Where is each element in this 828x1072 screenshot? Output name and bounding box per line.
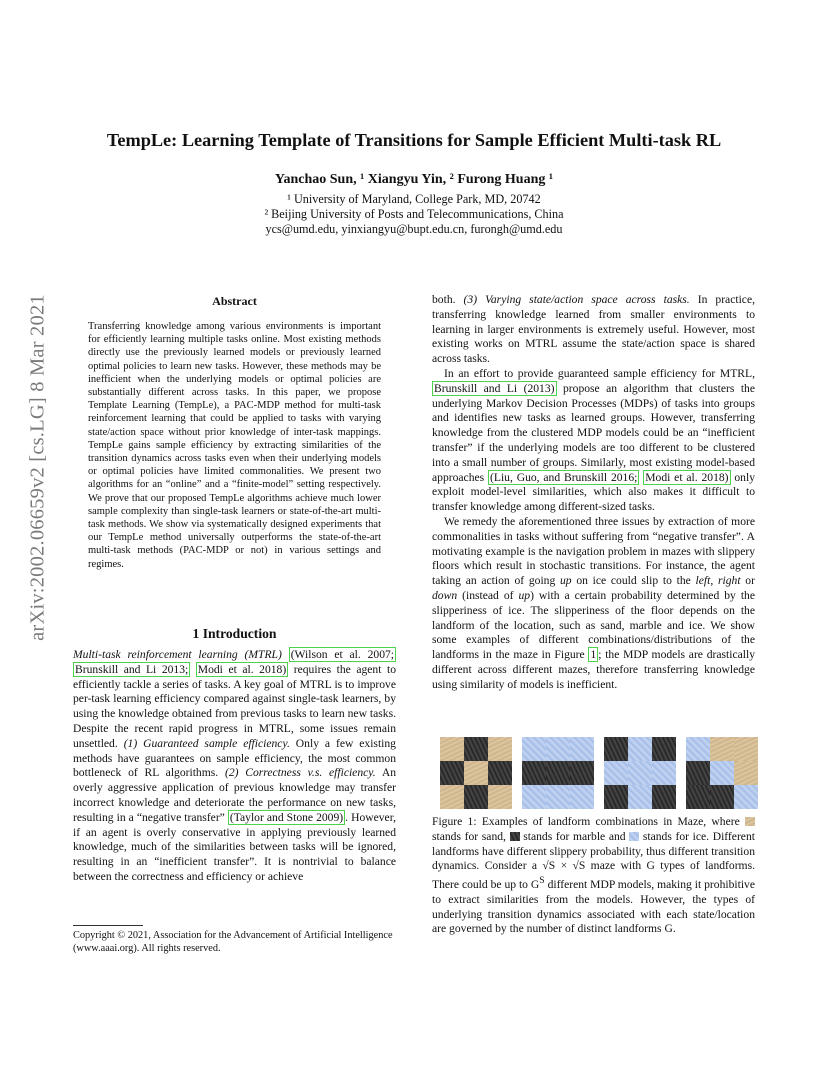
sand-cell bbox=[464, 761, 488, 785]
marble-cell bbox=[686, 785, 710, 809]
marble-cell bbox=[440, 761, 464, 785]
marble-cell bbox=[686, 761, 710, 785]
marble-cell bbox=[522, 761, 546, 785]
sand-cell bbox=[734, 761, 758, 785]
abstract-text: Transferring knowledge among various environments is important for efficiently learning multiple tasks online. Most existing methods directly use the previously learned models or previously learned optimal policies to learn new tasks. However, these methods may be inefficient when the underlying models or optimal policies are substantially different across tasks. In this paper, we propose Template Learning (TempLe), a PAC-MDP method for multi-task reinforcement learning that could be applied to tasks with varying state/action space without prior knowledge of inter-task mappings. TempLe gains sample efficiency by extracting similarities of the transition dynamics across tasks even when their underlying models or optimal policies have limited commonalities. We present two algorithms for an “online” and a “finite-model” setting respectively. We prove that our proposed TempLe algorithms achieve much lower sample complexity than single-task learners or state-of-the-art multi-task methods. We show via systematically designed experiments that our TempLe method universally outperforms the state-of-the-art multi-task methods (PAC-MDP or not) in various settings and regimes. bbox=[88, 321, 381, 570]
maze-tile-1 bbox=[440, 737, 512, 809]
citation-liu[interactable]: (Liu, Guo, and Brunskill 2016; bbox=[490, 470, 638, 484]
sand-cell bbox=[488, 737, 512, 761]
marble-cell bbox=[464, 737, 488, 761]
ice-swatch-icon bbox=[629, 832, 639, 841]
p3-text-a: We remedy the aforementioned three issues by extraction of more commonalities in tasks without suffering from “negative transfer”. A motivating example is the navigation problem in mazes with slippery floors which result in stochastic transitions. For instance, the agent taking an action of going bbox=[432, 514, 755, 588]
affiliation-2: ² Beijing University of Posts and Telecommunications, China bbox=[264, 207, 564, 221]
maze-tile-4 bbox=[686, 737, 758, 809]
caption-superscript: S bbox=[539, 875, 545, 887]
p3-text-e: (instead of bbox=[462, 588, 514, 602]
sand-cell bbox=[488, 785, 512, 809]
marble-cell bbox=[604, 785, 628, 809]
marble-cell bbox=[488, 761, 512, 785]
intro-heading: 1 Introduction bbox=[192, 626, 277, 641]
ice-cell bbox=[628, 761, 652, 785]
word-down: down bbox=[432, 588, 458, 602]
p3-text-g: ; the MDP models are drastically different across different mazes, therefore transferring knowledge using similarity of models is inefficient. bbox=[432, 648, 755, 691]
marble-cell bbox=[546, 761, 570, 785]
sand-cell bbox=[440, 785, 464, 809]
cont-text-b: In practice, transferring knowledge learned from smaller environments to learning in larger environments is extremely useful. However, most existing works on MTRL assume the state/action space is shared across tasks. bbox=[432, 293, 755, 366]
ice-cell bbox=[628, 785, 652, 809]
caption-text-a: Figure 1: Examples of landform combinations in Maze, where bbox=[432, 815, 740, 828]
ice-cell bbox=[734, 785, 758, 809]
p3-comma: , bbox=[710, 574, 714, 588]
citation-brunskill-2[interactable]: Brunskill and Li (2013) bbox=[434, 381, 555, 395]
mtrl-term: Multi-task reinforcement learning (MTRL) bbox=[73, 648, 282, 661]
p2-text-c: only exploit model-level similarities, which also makes it difficult to transfer knowledge among different-sized tasks. bbox=[432, 470, 755, 514]
marble-cell bbox=[464, 785, 488, 809]
arxiv-stamp: arXiv:2002.06659v2 [cs.LG] 8 Mar 2021 bbox=[26, 294, 49, 641]
word-left: left bbox=[695, 574, 711, 588]
marble-cell bbox=[604, 737, 628, 761]
figure-1-caption bbox=[432, 815, 755, 937]
ice-cell bbox=[628, 737, 652, 761]
citation-wilson[interactable]: (Wilson et al. 2007; bbox=[290, 648, 395, 661]
p2-text-a: In an effort to provide guaranteed sample efficiency for MTRL, bbox=[444, 366, 755, 380]
copyright-footnote: Copyright © 2021, Association for the Advancement of Artificial Intelligence (www.aaai.org). All rights reserved. bbox=[73, 930, 393, 954]
ice-cell bbox=[522, 737, 546, 761]
word-right: right bbox=[718, 574, 741, 588]
intro-text-d: . However, if an agent is overly conservative in applying previously learned knowledge, much of the similarities between tasks will be ignored, resulting in an “inefficient transfer”. It is nontrivial to balance between the correctness and efficiency or achieve bbox=[73, 810, 396, 883]
abstract-heading: Abstract bbox=[212, 294, 257, 308]
sand-cell bbox=[440, 737, 464, 761]
figure-1-link[interactable]: 1 bbox=[590, 648, 597, 662]
ice-cell bbox=[652, 761, 676, 785]
sand-swatch-icon bbox=[745, 817, 755, 826]
ice-cell bbox=[604, 761, 628, 785]
caption-marble: stands for marble and bbox=[523, 829, 626, 843]
p3-or: or bbox=[745, 574, 755, 588]
maze-tile-2 bbox=[522, 737, 594, 809]
word-up-2: up bbox=[518, 588, 531, 602]
ice-cell bbox=[546, 785, 570, 809]
ice-cell bbox=[522, 785, 546, 809]
intro-text-b: Only a few existing methods have guarantees on sample efficiency, the most common bottleneck of RL algorithms. bbox=[73, 736, 396, 780]
footnote-rule bbox=[73, 925, 143, 926]
ice-cell bbox=[570, 737, 594, 761]
caption-text-b: different MDP models, making it prohibitive to extract similarities from the models. However, the types of underlying transition dynamics associated with each state/location are governed by the number of distinct landforms G. bbox=[432, 878, 755, 936]
maze-tile-3 bbox=[604, 737, 676, 809]
citation-taylor[interactable]: (Taylor and Stone 2009) bbox=[229, 810, 344, 824]
marble-cell bbox=[710, 785, 734, 809]
marble-cell bbox=[652, 785, 676, 809]
sand-cell bbox=[734, 737, 758, 761]
caption-sand: stands for sand, bbox=[432, 829, 506, 843]
citation-brunskill[interactable]: Brunskill and Li 2013; bbox=[75, 662, 189, 676]
citation-modi[interactable]: Modi et al. 2018) bbox=[197, 662, 287, 676]
affiliation-1: ¹ University of Maryland, College Park, MD, 20742 bbox=[287, 192, 541, 206]
ice-cell bbox=[570, 785, 594, 809]
issue-1-label: (1) Guaranteed sample efficiency. bbox=[123, 736, 290, 750]
p3-text-f: ) with a certain probability determined by the slipperiness of ice. The slipperiness of the floor depends on the landform of the location, such as sand, marble and ice. We show some examples of different combinations/distributions of the landforms in the maze in Figure bbox=[432, 588, 755, 662]
ice-cell bbox=[710, 761, 734, 785]
cont-text-a: both. bbox=[432, 293, 456, 306]
p3-text-b: on ice could slip to the bbox=[576, 574, 691, 588]
caption-ice: stands for ice. Different landforms have different slippery probability, thus different transition dynamics. Consider a √S × √S maze with G types of landforms. There could be up to G bbox=[432, 829, 755, 892]
paper-title: TempLe: Learning Template of Transitions for Sample Efficient Multi-task RL bbox=[106, 130, 722, 150]
author-list: Yanchao Sun, ¹ Xiangyu Yin, ² Furong Huang ¹ bbox=[274, 172, 554, 187]
right-column-text bbox=[432, 293, 755, 693]
citation-modi-2[interactable]: Modi et al. 2018) bbox=[645, 470, 729, 484]
issue-2-label: (2) Correctness v.s. efficiency. bbox=[224, 766, 376, 780]
word-up: up bbox=[560, 574, 572, 588]
ice-cell bbox=[686, 737, 710, 761]
marble-cell bbox=[570, 761, 594, 785]
intro-paragraph bbox=[73, 648, 396, 885]
marble-swatch-icon bbox=[510, 832, 520, 841]
p2-text-b: propose an algorithm that clusters the underlying Markov Decision Processes (MDPs) of tasks into groups and identifies new tasks as learned groups. However, transferring knowledge from the clustered MDP models could be an “inefficient transfer” if the underlying models are too different to be clustered into a small number of groups. Similarly, most existing model-based approaches bbox=[432, 381, 755, 484]
author-emails: ycs@umd.edu, yinxiangyu@bupt.edu.cn, furongh@umd.edu bbox=[265, 222, 563, 236]
ice-cell bbox=[546, 737, 570, 761]
intro-text-a: requires the agent to efficiently tackle a series of tasks. A key goal of MTRL is to improve per-task learning efficiency compared against single-task learners, by using the knowledge obtained from previous tasks to learn new tasks. Despite the recent rapid progress in MTRL, some issues remain unsettled. bbox=[73, 662, 396, 750]
intro-text-c: An overly aggressive application of previous knowledge may transfer incorrect knowledge and deteriorate the performance on new tasks, resulting in a “negative transfer” bbox=[73, 766, 396, 824]
marble-cell bbox=[652, 737, 676, 761]
sand-cell bbox=[710, 737, 734, 761]
issue-3-label: (3) Varying state/action space across tasks. bbox=[463, 293, 690, 306]
